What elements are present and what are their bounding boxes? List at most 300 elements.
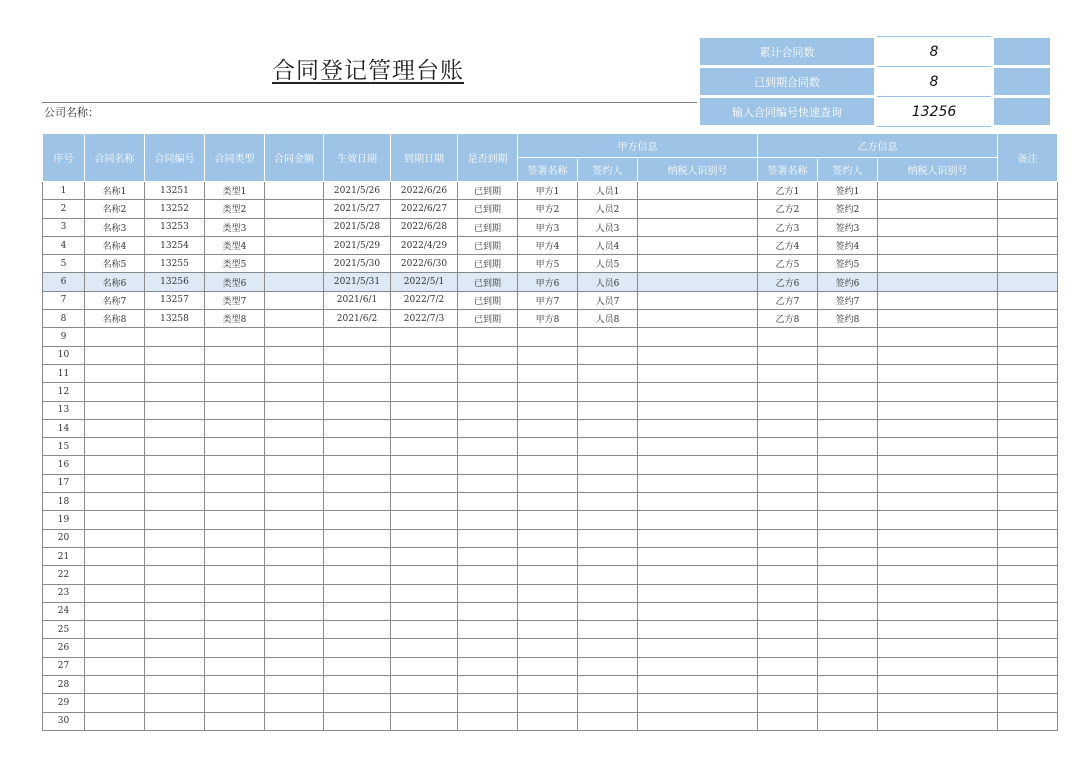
cell-remark[interactable] bbox=[998, 511, 1058, 529]
cell-contract-code[interactable] bbox=[145, 676, 205, 694]
cell-b-signer[interactable] bbox=[818, 511, 878, 529]
cell-contract-name[interactable]: 名称5 bbox=[85, 255, 145, 273]
cell-contract-code[interactable] bbox=[145, 493, 205, 511]
cell-seq[interactable]: 7 bbox=[43, 291, 85, 309]
cell-b-sign-name[interactable] bbox=[758, 401, 818, 419]
cell-a-sign-name[interactable] bbox=[518, 529, 578, 547]
cell-a-signer[interactable] bbox=[578, 438, 638, 456]
cell-seq[interactable]: 26 bbox=[43, 639, 85, 657]
cell-b-sign-name[interactable] bbox=[758, 676, 818, 694]
cell-end-date[interactable] bbox=[391, 676, 458, 694]
cell-contract-name[interactable]: 名称8 bbox=[85, 310, 145, 328]
cell-contract-type[interactable]: 类型8 bbox=[205, 310, 265, 328]
cell-start-date[interactable] bbox=[324, 346, 391, 364]
cell-expired-status[interactable] bbox=[458, 712, 518, 730]
cell-a-signer[interactable] bbox=[578, 328, 638, 346]
cell-amount[interactable] bbox=[265, 310, 324, 328]
cell-b-tax-id[interactable] bbox=[878, 200, 998, 218]
cell-start-date[interactable] bbox=[324, 657, 391, 675]
cell-a-sign-name[interactable]: 甲方1 bbox=[518, 182, 578, 200]
cell-start-date[interactable] bbox=[324, 474, 391, 492]
cell-a-sign-name[interactable] bbox=[518, 657, 578, 675]
cell-seq[interactable]: 6 bbox=[43, 273, 85, 291]
cell-seq[interactable]: 2 bbox=[43, 200, 85, 218]
cell-remark[interactable] bbox=[998, 291, 1058, 309]
cell-contract-type[interactable] bbox=[205, 364, 265, 382]
table-row[interactable] bbox=[43, 657, 1058, 675]
cell-remark[interactable] bbox=[998, 602, 1058, 620]
cell-start-date[interactable] bbox=[324, 401, 391, 419]
cell-contract-code[interactable]: 13251 bbox=[145, 182, 205, 200]
cell-contract-name[interactable] bbox=[85, 328, 145, 346]
cell-b-signer[interactable] bbox=[818, 529, 878, 547]
cell-contract-code[interactable] bbox=[145, 456, 205, 474]
cell-b-signer[interactable] bbox=[818, 474, 878, 492]
cell-expired-status[interactable] bbox=[458, 401, 518, 419]
cell-end-date[interactable]: 2022/6/30 bbox=[391, 255, 458, 273]
cell-seq[interactable]: 22 bbox=[43, 566, 85, 584]
cell-a-sign-name[interactable] bbox=[518, 676, 578, 694]
cell-contract-name[interactable] bbox=[85, 566, 145, 584]
cell-start-date[interactable]: 2021/5/28 bbox=[324, 218, 391, 236]
table-row[interactable] bbox=[43, 310, 1058, 328]
cell-contract-name[interactable] bbox=[85, 694, 145, 712]
cell-a-sign-name[interactable]: 甲方4 bbox=[518, 236, 578, 254]
cell-contract-type[interactable] bbox=[205, 346, 265, 364]
cell-contract-code[interactable] bbox=[145, 621, 205, 639]
cell-contract-name[interactable] bbox=[85, 712, 145, 730]
cell-contract-name[interactable] bbox=[85, 401, 145, 419]
table-row[interactable] bbox=[43, 255, 1058, 273]
cell-contract-name[interactable] bbox=[85, 621, 145, 639]
cell-end-date[interactable] bbox=[391, 364, 458, 382]
cell-contract-type[interactable]: 类型3 bbox=[205, 218, 265, 236]
cell-expired-status[interactable]: 已到期 bbox=[458, 218, 518, 236]
cell-amount[interactable] bbox=[265, 584, 324, 602]
cell-expired-status[interactable] bbox=[458, 474, 518, 492]
cell-contract-type[interactable] bbox=[205, 474, 265, 492]
cell-end-date[interactable] bbox=[391, 383, 458, 401]
cell-contract-code[interactable] bbox=[145, 712, 205, 730]
cell-b-sign-name[interactable] bbox=[758, 566, 818, 584]
cell-a-tax-id[interactable] bbox=[638, 401, 758, 419]
cell-b-signer[interactable]: 签约7 bbox=[818, 291, 878, 309]
cell-contract-name[interactable] bbox=[85, 657, 145, 675]
table-row[interactable] bbox=[43, 364, 1058, 382]
cell-seq[interactable]: 3 bbox=[43, 218, 85, 236]
cell-expired-status[interactable] bbox=[458, 621, 518, 639]
cell-end-date[interactable] bbox=[391, 456, 458, 474]
cell-expired-status[interactable]: 已到期 bbox=[458, 236, 518, 254]
table-row[interactable] bbox=[43, 602, 1058, 620]
cell-contract-type[interactable] bbox=[205, 511, 265, 529]
cell-amount[interactable] bbox=[265, 328, 324, 346]
cell-end-date[interactable] bbox=[391, 493, 458, 511]
table-row[interactable] bbox=[43, 401, 1058, 419]
cell-a-signer[interactable]: 人员6 bbox=[578, 273, 638, 291]
cell-seq[interactable]: 29 bbox=[43, 694, 85, 712]
cell-amount[interactable] bbox=[265, 346, 324, 364]
cell-b-sign-name[interactable]: 乙方7 bbox=[758, 291, 818, 309]
cell-a-tax-id[interactable] bbox=[638, 657, 758, 675]
cell-b-signer[interactable]: 签约3 bbox=[818, 218, 878, 236]
cell-start-date[interactable] bbox=[324, 621, 391, 639]
cell-contract-name[interactable]: 名称6 bbox=[85, 273, 145, 291]
cell-b-tax-id[interactable] bbox=[878, 529, 998, 547]
cell-seq[interactable]: 27 bbox=[43, 657, 85, 675]
cell-remark[interactable] bbox=[998, 346, 1058, 364]
cell-b-sign-name[interactable] bbox=[758, 602, 818, 620]
cell-expired-status[interactable]: 已到期 bbox=[458, 291, 518, 309]
cell-contract-name[interactable] bbox=[85, 493, 145, 511]
cell-b-tax-id[interactable] bbox=[878, 639, 998, 657]
cell-b-signer[interactable] bbox=[818, 328, 878, 346]
cell-contract-type[interactable] bbox=[205, 566, 265, 584]
cell-contract-type[interactable] bbox=[205, 657, 265, 675]
cell-a-signer[interactable]: 人员1 bbox=[578, 182, 638, 200]
cell-contract-type[interactable] bbox=[205, 621, 265, 639]
cell-expired-status[interactable] bbox=[458, 657, 518, 675]
cell-contract-type[interactable] bbox=[205, 547, 265, 565]
cell-expired-status[interactable] bbox=[458, 456, 518, 474]
cell-a-signer[interactable] bbox=[578, 602, 638, 620]
cell-a-signer[interactable] bbox=[578, 712, 638, 730]
table-row[interactable] bbox=[43, 456, 1058, 474]
cell-a-sign-name[interactable] bbox=[518, 639, 578, 657]
cell-remark[interactable] bbox=[998, 200, 1058, 218]
cell-b-signer[interactable]: 签约4 bbox=[818, 236, 878, 254]
cell-b-tax-id[interactable] bbox=[878, 182, 998, 200]
cell-end-date[interactable] bbox=[391, 712, 458, 730]
cell-a-sign-name[interactable] bbox=[518, 328, 578, 346]
cell-b-tax-id[interactable] bbox=[878, 218, 998, 236]
cell-amount[interactable] bbox=[265, 383, 324, 401]
cell-b-sign-name[interactable] bbox=[758, 383, 818, 401]
cell-expired-status[interactable] bbox=[458, 511, 518, 529]
cell-a-sign-name[interactable] bbox=[518, 438, 578, 456]
cell-contract-type[interactable] bbox=[205, 383, 265, 401]
cell-b-signer[interactable] bbox=[818, 383, 878, 401]
cell-contract-name[interactable] bbox=[85, 456, 145, 474]
cell-contract-code[interactable] bbox=[145, 328, 205, 346]
cell-a-sign-name[interactable] bbox=[518, 493, 578, 511]
cell-b-tax-id[interactable] bbox=[878, 346, 998, 364]
cell-contract-type[interactable] bbox=[205, 584, 265, 602]
cell-a-sign-name[interactable]: 甲方5 bbox=[518, 255, 578, 273]
cell-a-tax-id[interactable] bbox=[638, 566, 758, 584]
cell-contract-type[interactable]: 类型4 bbox=[205, 236, 265, 254]
table-row[interactable] bbox=[43, 200, 1058, 218]
cell-a-tax-id[interactable] bbox=[638, 511, 758, 529]
cell-a-sign-name[interactable]: 甲方7 bbox=[518, 291, 578, 309]
cell-contract-code[interactable] bbox=[145, 438, 205, 456]
table-row[interactable] bbox=[43, 218, 1058, 236]
cell-amount[interactable] bbox=[265, 456, 324, 474]
cell-b-signer[interactable] bbox=[818, 401, 878, 419]
table-row[interactable] bbox=[43, 621, 1058, 639]
cell-end-date[interactable] bbox=[391, 419, 458, 437]
cell-b-signer[interactable] bbox=[818, 419, 878, 437]
cell-expired-status[interactable] bbox=[458, 676, 518, 694]
cell-contract-name[interactable] bbox=[85, 438, 145, 456]
cell-a-signer[interactable] bbox=[578, 639, 638, 657]
cell-amount[interactable] bbox=[265, 236, 324, 254]
cell-amount[interactable] bbox=[265, 438, 324, 456]
table-row[interactable] bbox=[43, 182, 1058, 200]
cell-a-signer[interactable] bbox=[578, 511, 638, 529]
cell-contract-name[interactable] bbox=[85, 383, 145, 401]
cell-remark[interactable] bbox=[998, 712, 1058, 730]
cell-a-signer[interactable] bbox=[578, 676, 638, 694]
cell-b-tax-id[interactable] bbox=[878, 236, 998, 254]
cell-b-signer[interactable] bbox=[818, 456, 878, 474]
cell-b-sign-name[interactable]: 乙方1 bbox=[758, 182, 818, 200]
cell-contract-code[interactable]: 13258 bbox=[145, 310, 205, 328]
cell-b-sign-name[interactable] bbox=[758, 529, 818, 547]
cell-seq[interactable]: 28 bbox=[43, 676, 85, 694]
cell-a-signer[interactable] bbox=[578, 657, 638, 675]
cell-a-sign-name[interactable] bbox=[518, 474, 578, 492]
cell-seq[interactable]: 11 bbox=[43, 364, 85, 382]
cell-a-tax-id[interactable] bbox=[638, 438, 758, 456]
cell-contract-type[interactable] bbox=[205, 676, 265, 694]
cell-a-signer[interactable] bbox=[578, 547, 638, 565]
cell-remark[interactable] bbox=[998, 639, 1058, 657]
cell-b-signer[interactable] bbox=[818, 621, 878, 639]
cell-seq[interactable]: 30 bbox=[43, 712, 85, 730]
cell-b-signer[interactable]: 签约8 bbox=[818, 310, 878, 328]
cell-start-date[interactable] bbox=[324, 364, 391, 382]
cell-b-sign-name[interactable] bbox=[758, 419, 818, 437]
cell-b-tax-id[interactable] bbox=[878, 364, 998, 382]
cell-start-date[interactable] bbox=[324, 456, 391, 474]
cell-contract-name[interactable]: 名称3 bbox=[85, 218, 145, 236]
cell-expired-status[interactable] bbox=[458, 328, 518, 346]
table-row[interactable] bbox=[43, 676, 1058, 694]
cell-a-sign-name[interactable]: 甲方6 bbox=[518, 273, 578, 291]
cell-expired-status[interactable]: 已到期 bbox=[458, 255, 518, 273]
cell-b-tax-id[interactable] bbox=[878, 255, 998, 273]
cell-a-sign-name[interactable]: 甲方2 bbox=[518, 200, 578, 218]
cell-remark[interactable] bbox=[998, 182, 1058, 200]
cell-amount[interactable] bbox=[265, 200, 324, 218]
cell-b-tax-id[interactable] bbox=[878, 547, 998, 565]
cell-remark[interactable] bbox=[998, 419, 1058, 437]
cell-expired-status[interactable]: 已到期 bbox=[458, 182, 518, 200]
cell-start-date[interactable]: 2021/5/30 bbox=[324, 255, 391, 273]
cell-a-sign-name[interactable]: 甲方8 bbox=[518, 310, 578, 328]
cell-contract-code[interactable]: 13252 bbox=[145, 200, 205, 218]
cell-b-sign-name[interactable]: 乙方8 bbox=[758, 310, 818, 328]
cell-contract-code[interactable] bbox=[145, 547, 205, 565]
cell-b-sign-name[interactable] bbox=[758, 547, 818, 565]
cell-a-signer[interactable] bbox=[578, 419, 638, 437]
cell-amount[interactable] bbox=[265, 602, 324, 620]
cell-contract-name[interactable] bbox=[85, 602, 145, 620]
cell-seq[interactable]: 1 bbox=[43, 182, 85, 200]
cell-a-sign-name[interactable] bbox=[518, 456, 578, 474]
cell-contract-name[interactable]: 名称4 bbox=[85, 236, 145, 254]
cell-b-tax-id[interactable] bbox=[878, 566, 998, 584]
cell-remark[interactable] bbox=[998, 493, 1058, 511]
cell-contract-code[interactable]: 13254 bbox=[145, 236, 205, 254]
cell-b-signer[interactable] bbox=[818, 639, 878, 657]
cell-a-signer[interactable] bbox=[578, 566, 638, 584]
cell-a-tax-id[interactable] bbox=[638, 200, 758, 218]
cell-contract-code[interactable] bbox=[145, 364, 205, 382]
cell-end-date[interactable] bbox=[391, 621, 458, 639]
cell-contract-type[interactable] bbox=[205, 639, 265, 657]
cell-start-date[interactable] bbox=[324, 639, 391, 657]
cell-expired-status[interactable] bbox=[458, 493, 518, 511]
cell-a-sign-name[interactable] bbox=[518, 419, 578, 437]
cell-b-signer[interactable]: 签约5 bbox=[818, 255, 878, 273]
cell-a-tax-id[interactable] bbox=[638, 291, 758, 309]
cell-end-date[interactable]: 2022/5/1 bbox=[391, 273, 458, 291]
table-row[interactable] bbox=[43, 328, 1058, 346]
cell-contract-code[interactable] bbox=[145, 401, 205, 419]
cell-contract-type[interactable]: 类型1 bbox=[205, 182, 265, 200]
cell-b-signer[interactable] bbox=[818, 364, 878, 382]
cell-amount[interactable] bbox=[265, 474, 324, 492]
cell-contract-name[interactable]: 名称2 bbox=[85, 200, 145, 218]
cell-b-tax-id[interactable] bbox=[878, 694, 998, 712]
table-row[interactable] bbox=[43, 511, 1058, 529]
cell-contract-name[interactable] bbox=[85, 346, 145, 364]
cell-amount[interactable] bbox=[265, 657, 324, 675]
cell-a-tax-id[interactable] bbox=[638, 419, 758, 437]
cell-contract-code[interactable]: 13253 bbox=[145, 218, 205, 236]
cell-a-signer[interactable] bbox=[578, 474, 638, 492]
cell-b-tax-id[interactable] bbox=[878, 273, 998, 291]
cell-a-tax-id[interactable] bbox=[638, 456, 758, 474]
cell-b-tax-id[interactable] bbox=[878, 474, 998, 492]
cell-b-sign-name[interactable]: 乙方6 bbox=[758, 273, 818, 291]
table-row[interactable] bbox=[43, 236, 1058, 254]
cell-contract-name[interactable] bbox=[85, 676, 145, 694]
cell-end-date[interactable]: 2022/6/26 bbox=[391, 182, 458, 200]
cell-contract-name[interactable]: 名称1 bbox=[85, 182, 145, 200]
cell-contract-type[interactable] bbox=[205, 602, 265, 620]
cell-a-tax-id[interactable] bbox=[638, 676, 758, 694]
cell-end-date[interactable] bbox=[391, 401, 458, 419]
cell-b-tax-id[interactable] bbox=[878, 676, 998, 694]
cell-end-date[interactable] bbox=[391, 438, 458, 456]
cell-a-signer[interactable] bbox=[578, 584, 638, 602]
cell-b-tax-id[interactable] bbox=[878, 456, 998, 474]
cell-start-date[interactable] bbox=[324, 602, 391, 620]
cell-expired-status[interactable] bbox=[458, 639, 518, 657]
table-row[interactable] bbox=[43, 419, 1058, 437]
cell-b-tax-id[interactable] bbox=[878, 383, 998, 401]
cell-b-sign-name[interactable] bbox=[758, 621, 818, 639]
cell-a-sign-name[interactable] bbox=[518, 712, 578, 730]
cell-amount[interactable] bbox=[265, 493, 324, 511]
cell-b-signer[interactable] bbox=[818, 566, 878, 584]
cell-contract-code[interactable] bbox=[145, 346, 205, 364]
cell-remark[interactable] bbox=[998, 694, 1058, 712]
cell-expired-status[interactable]: 已到期 bbox=[458, 200, 518, 218]
cell-a-signer[interactable] bbox=[578, 401, 638, 419]
cell-b-sign-name[interactable] bbox=[758, 639, 818, 657]
cell-seq[interactable]: 14 bbox=[43, 419, 85, 437]
cell-a-sign-name[interactable] bbox=[518, 547, 578, 565]
table-row[interactable] bbox=[43, 694, 1058, 712]
cell-a-tax-id[interactable] bbox=[638, 602, 758, 620]
cell-expired-status[interactable]: 已到期 bbox=[458, 273, 518, 291]
cell-b-tax-id[interactable] bbox=[878, 712, 998, 730]
cell-a-tax-id[interactable] bbox=[638, 273, 758, 291]
cell-remark[interactable] bbox=[998, 566, 1058, 584]
cell-contract-code[interactable] bbox=[145, 657, 205, 675]
cell-seq[interactable]: 20 bbox=[43, 529, 85, 547]
cell-b-tax-id[interactable] bbox=[878, 602, 998, 620]
cell-amount[interactable] bbox=[265, 218, 324, 236]
cell-seq[interactable]: 8 bbox=[43, 310, 85, 328]
cell-expired-status[interactable] bbox=[458, 602, 518, 620]
cell-contract-code[interactable] bbox=[145, 474, 205, 492]
table-row[interactable] bbox=[43, 529, 1058, 547]
cell-a-tax-id[interactable] bbox=[638, 364, 758, 382]
cell-contract-name[interactable]: 名称7 bbox=[85, 291, 145, 309]
table-row[interactable] bbox=[43, 493, 1058, 511]
cell-end-date[interactable] bbox=[391, 529, 458, 547]
cell-b-signer[interactable] bbox=[818, 438, 878, 456]
cell-b-sign-name[interactable] bbox=[758, 584, 818, 602]
table-row[interactable] bbox=[43, 438, 1058, 456]
cell-contract-code[interactable] bbox=[145, 602, 205, 620]
cell-seq[interactable]: 9 bbox=[43, 328, 85, 346]
cell-a-signer[interactable]: 人员4 bbox=[578, 236, 638, 254]
cell-remark[interactable] bbox=[998, 255, 1058, 273]
cell-contract-code[interactable]: 13256 bbox=[145, 273, 205, 291]
cell-remark[interactable] bbox=[998, 218, 1058, 236]
cell-contract-type[interactable] bbox=[205, 328, 265, 346]
cell-b-sign-name[interactable]: 乙方5 bbox=[758, 255, 818, 273]
cell-a-sign-name[interactable] bbox=[518, 584, 578, 602]
cell-b-sign-name[interactable] bbox=[758, 712, 818, 730]
cell-contract-type[interactable]: 类型5 bbox=[205, 255, 265, 273]
cell-remark[interactable] bbox=[998, 584, 1058, 602]
cell-contract-type[interactable] bbox=[205, 694, 265, 712]
cell-end-date[interactable] bbox=[391, 694, 458, 712]
cell-b-tax-id[interactable] bbox=[878, 493, 998, 511]
cell-end-date[interactable] bbox=[391, 602, 458, 620]
cell-remark[interactable] bbox=[998, 383, 1058, 401]
cell-a-signer[interactable] bbox=[578, 383, 638, 401]
cell-remark[interactable] bbox=[998, 273, 1058, 291]
cell-end-date[interactable] bbox=[391, 346, 458, 364]
cell-expired-status[interactable] bbox=[458, 419, 518, 437]
cell-contract-code[interactable]: 13257 bbox=[145, 291, 205, 309]
cell-start-date[interactable] bbox=[324, 493, 391, 511]
cell-seq[interactable]: 17 bbox=[43, 474, 85, 492]
cell-a-tax-id[interactable] bbox=[638, 236, 758, 254]
cell-start-date[interactable] bbox=[324, 547, 391, 565]
cell-a-signer[interactable] bbox=[578, 364, 638, 382]
cell-start-date[interactable] bbox=[324, 383, 391, 401]
cell-b-sign-name[interactable] bbox=[758, 364, 818, 382]
cell-b-tax-id[interactable] bbox=[878, 657, 998, 675]
cell-contract-name[interactable] bbox=[85, 584, 145, 602]
table-row[interactable] bbox=[43, 291, 1058, 309]
table-row[interactable] bbox=[43, 712, 1058, 730]
cell-start-date[interactable] bbox=[324, 694, 391, 712]
cell-seq[interactable]: 15 bbox=[43, 438, 85, 456]
cell-start-date[interactable]: 2021/6/1 bbox=[324, 291, 391, 309]
cell-seq[interactable]: 12 bbox=[43, 383, 85, 401]
cell-amount[interactable] bbox=[265, 566, 324, 584]
